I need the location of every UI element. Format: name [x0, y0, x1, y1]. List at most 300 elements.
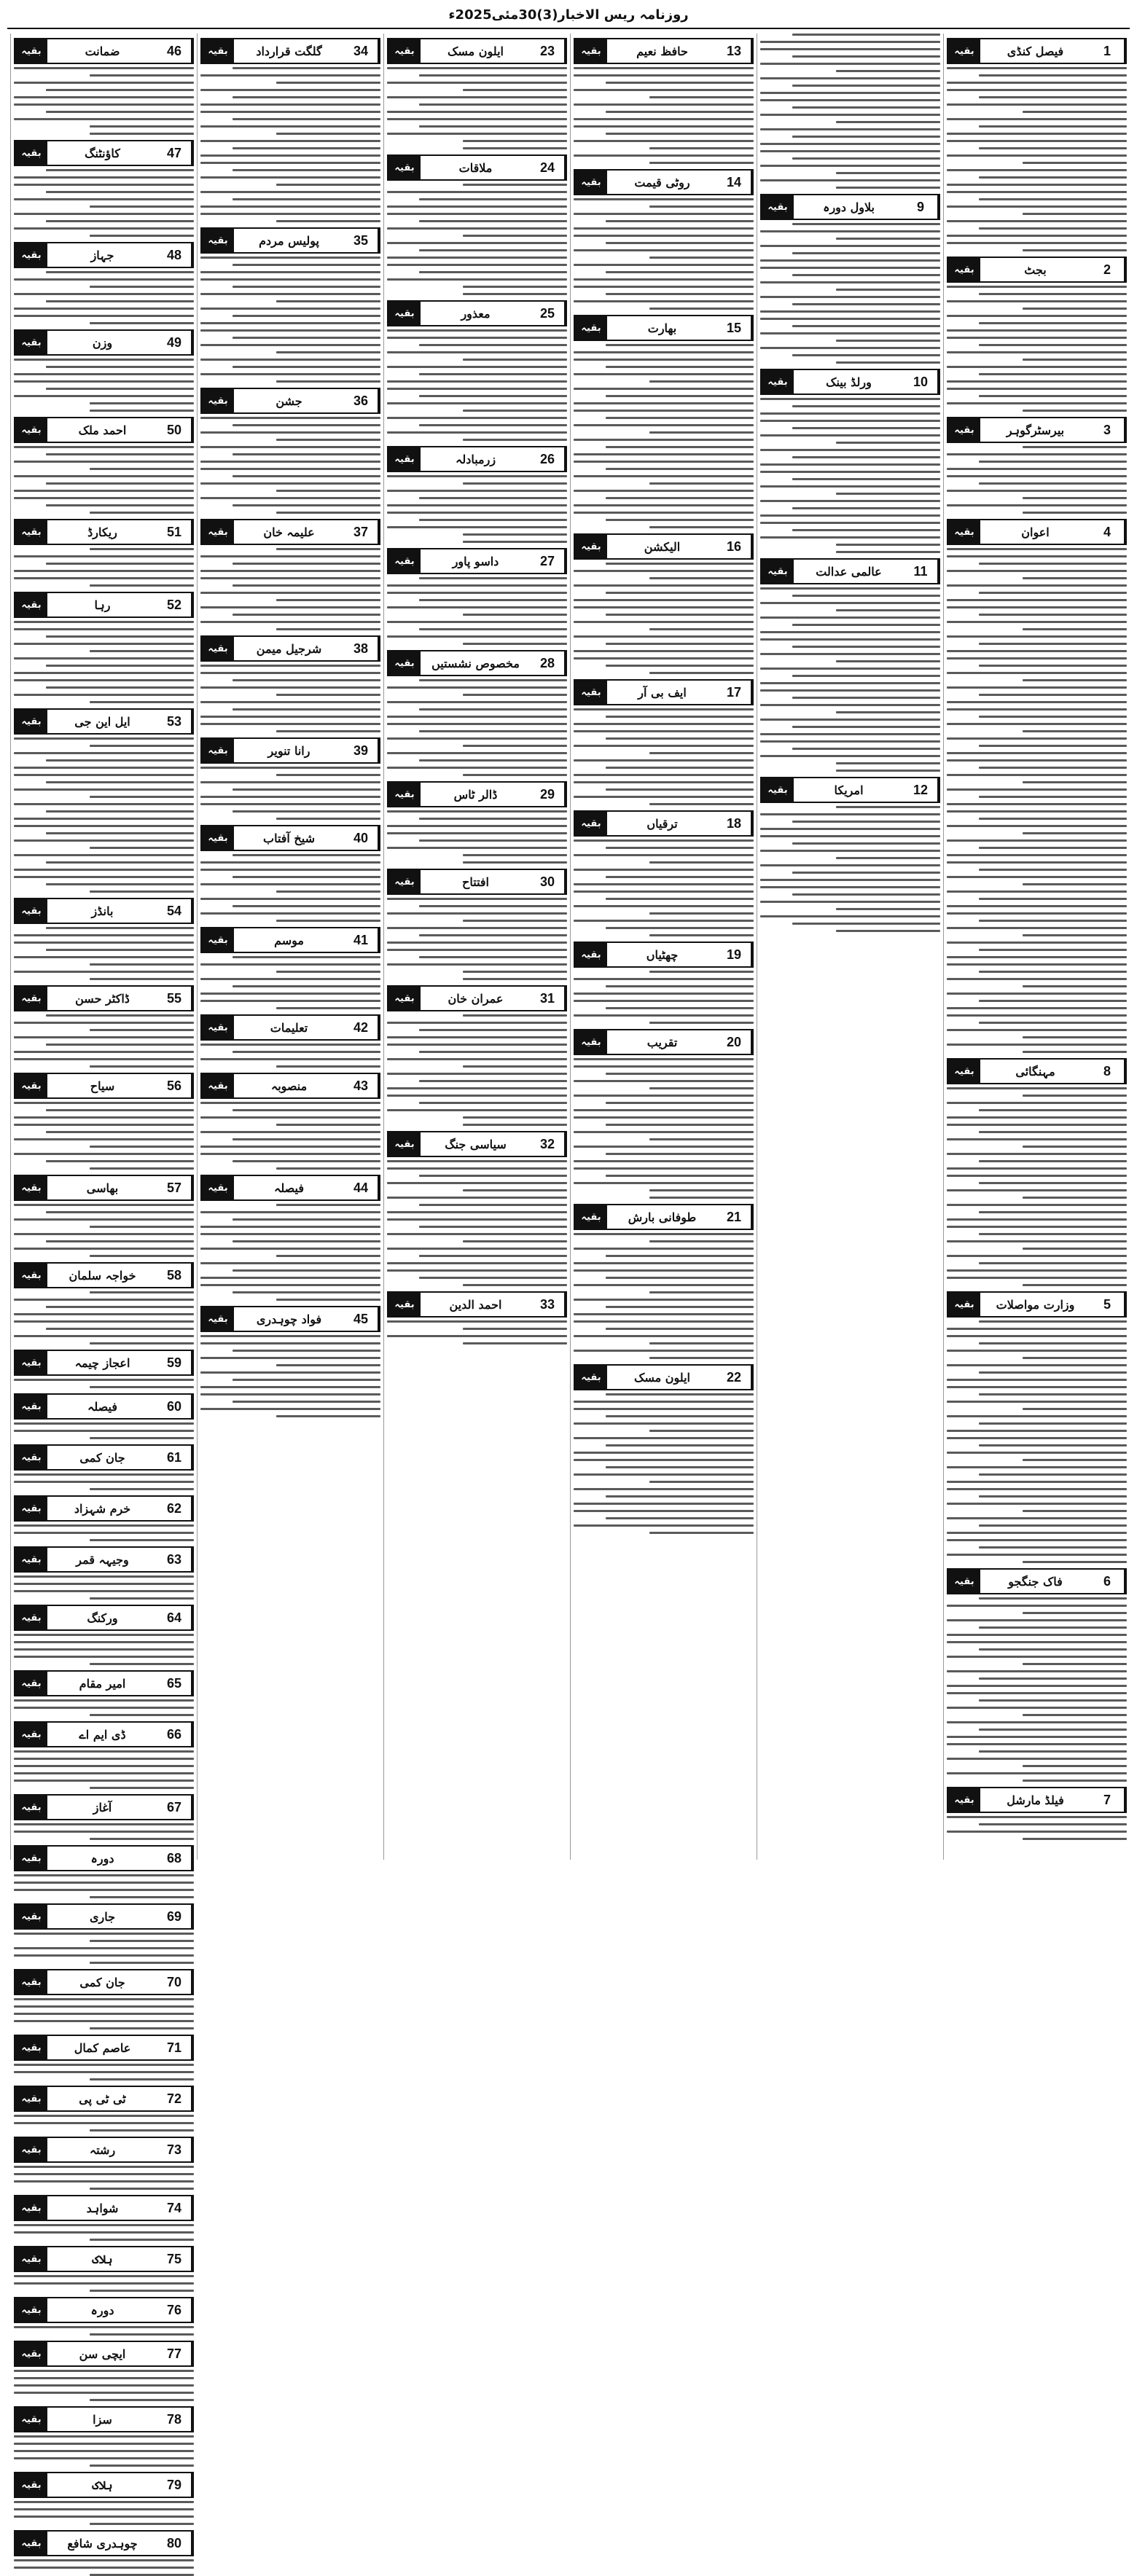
story-title: ہلاک [92, 2252, 113, 2266]
text-line [792, 821, 940, 823]
continuation-heading-box[interactable] [14, 519, 194, 545]
baqiya-label: بقیہ [15, 2138, 47, 2161]
text-line [606, 563, 754, 565]
text-line [760, 412, 940, 415]
text-line [387, 242, 567, 244]
text-line [14, 1320, 194, 1323]
text-line [14, 1634, 194, 1636]
text-line [979, 869, 1127, 871]
text-line [760, 689, 940, 692]
baqiya-label: بقیہ [575, 316, 607, 340]
text-line [233, 1240, 380, 1242]
story-title: بلاول دورہ [823, 200, 875, 214]
continuation-heading-box[interactable] [14, 329, 194, 356]
text-line [14, 2567, 194, 2569]
text-line [606, 1495, 754, 1498]
continuation-heading-box[interactable] [387, 154, 567, 181]
continuation-story [14, 1721, 194, 1789]
text-line [947, 1204, 1127, 1206]
story-title: فواد چوہدری [256, 1312, 322, 1326]
continuation-heading-box[interactable] [14, 1444, 194, 1471]
text-line [947, 1656, 1127, 1658]
text-line [14, 1481, 194, 1483]
text-line [947, 235, 1127, 237]
text-line [760, 638, 940, 641]
baqiya-label: بقیہ [575, 171, 607, 194]
continuation-heading-box[interactable] [574, 1364, 754, 1390]
continuation-story [14, 2035, 194, 2080]
text-line [1023, 512, 1127, 514]
text-line [649, 912, 754, 915]
text-line [463, 1328, 567, 1330]
continuation-heading-box[interactable] [947, 1291, 1127, 1318]
continuation-heading-box[interactable] [14, 1495, 194, 1522]
story-title: آغاز [93, 1800, 112, 1814]
story-title: ضمانت [85, 44, 120, 58]
text-line [14, 1750, 194, 1753]
story-body-text [14, 737, 194, 893]
text-line [419, 344, 567, 346]
continuation-heading-box[interactable] [947, 417, 1127, 443]
text-line [606, 519, 754, 521]
text-line [947, 191, 1127, 193]
story-title: وزن [92, 335, 113, 350]
continuation-story [387, 869, 567, 980]
continuation-heading-box[interactable] [14, 1605, 194, 1631]
story-body-text [574, 1058, 754, 1199]
text-line [14, 103, 194, 106]
continuation-heading-box[interactable] [760, 777, 940, 803]
story-title: مہنگائی [1015, 1064, 1055, 1078]
text-line [14, 461, 194, 463]
text-line [90, 1962, 194, 1964]
story-body-text [14, 1102, 194, 1170]
story-number: 33 [531, 1293, 566, 1316]
text-line [200, 1386, 380, 1388]
text-line [574, 1095, 754, 1097]
text-line [979, 1823, 1127, 1825]
text-line [419, 1102, 567, 1104]
text-line [200, 1131, 380, 1133]
continuation-heading-box[interactable] [574, 169, 754, 195]
text-line [14, 2377, 194, 2379]
text-line [90, 1255, 194, 1257]
text-line [606, 1415, 754, 1417]
text-line [574, 657, 754, 659]
text-line [574, 359, 754, 361]
text-line [387, 1197, 567, 1199]
text-line [463, 978, 567, 980]
continuation-heading-box[interactable] [200, 1073, 380, 1099]
baqiya-label: بقیہ [15, 1970, 47, 1994]
continuation-heading-box[interactable] [14, 1845, 194, 1871]
continuation-heading-box[interactable] [947, 38, 1127, 64]
story-body-text [14, 2559, 194, 2576]
story-number: 62 [157, 1497, 192, 1520]
text-line [947, 1641, 1127, 1643]
text-line [947, 599, 1127, 601]
text-line [14, 1947, 194, 1949]
text-line [419, 577, 567, 579]
text-line [574, 883, 754, 885]
text-line [1023, 577, 1127, 579]
baqiya-label: بقیہ [948, 1788, 980, 1812]
story-number: 39 [344, 739, 379, 762]
text-line [649, 1430, 754, 1432]
continuation-heading-box[interactable] [574, 679, 754, 705]
story-number: 51 [157, 520, 192, 544]
text-line [200, 373, 380, 375]
text-line [200, 861, 380, 864]
text-line [947, 1539, 1127, 1541]
baqiya-label: بقیہ [15, 1796, 47, 1819]
text-line [947, 1481, 1127, 1483]
continuation-story [574, 38, 754, 164]
text-line [947, 315, 1127, 317]
text-line [200, 963, 380, 966]
continuation-heading-box[interactable] [574, 315, 754, 341]
continuation-heading-box[interactable] [574, 1029, 754, 1055]
continuation-heading-box[interactable] [14, 2035, 194, 2061]
continuation-heading-box[interactable] [200, 737, 380, 764]
story-number: 61 [157, 1446, 192, 1469]
text-line [200, 176, 380, 179]
text-line [792, 872, 940, 874]
text-line [233, 810, 380, 813]
baqiya-label: بقیہ [15, 520, 47, 544]
continuation-heading-box[interactable] [14, 1073, 194, 1099]
story-title: ڈاکٹر حسن [75, 991, 130, 1006]
text-line [574, 512, 754, 514]
text-line [14, 2020, 194, 2022]
text-line [1023, 213, 1127, 215]
continuation-heading-box[interactable] [947, 1058, 1127, 1084]
text-line [979, 198, 1127, 200]
continuation-heading-box[interactable] [14, 1350, 194, 1376]
text-line [792, 697, 940, 699]
text-line [649, 431, 754, 434]
text-line [14, 2005, 194, 2008]
continuation-heading-box[interactable] [200, 519, 380, 545]
continuation-heading-box[interactable] [200, 1175, 380, 1201]
story-body-text [200, 1044, 380, 1068]
continuation-heading-box[interactable] [387, 781, 567, 807]
continuation-heading-box[interactable] [387, 446, 567, 472]
text-line [387, 82, 567, 84]
text-line [90, 1539, 194, 1541]
text-line [233, 67, 380, 69]
continuation-heading-box[interactable] [200, 38, 380, 64]
text-line [14, 1889, 194, 1891]
text-line [947, 1328, 1127, 1330]
continuation-heading-box[interactable] [387, 1291, 567, 1318]
text-line [947, 89, 1127, 91]
text-line [233, 147, 380, 149]
text-line [419, 628, 567, 630]
continuation-story [14, 329, 194, 412]
text-line [574, 373, 754, 375]
text-line [574, 1422, 754, 1425]
continuation-heading-box[interactable] [14, 2297, 194, 2323]
text-line [574, 1350, 754, 1352]
text-line [760, 602, 940, 604]
continuation-heading-box[interactable] [14, 2246, 194, 2272]
text-line [387, 1269, 567, 1272]
continuation-heading-box[interactable] [947, 1568, 1127, 1594]
text-line [419, 730, 567, 732]
text-line [574, 424, 754, 426]
text-line [233, 475, 380, 477]
story-title: تقریب [646, 1035, 678, 1049]
text-line [387, 227, 567, 230]
story-body-text [14, 2275, 194, 2292]
continuation-heading-box[interactable] [14, 898, 194, 924]
baqiya-label: بقیہ [15, 2473, 47, 2497]
continuation-heading-box[interactable] [387, 985, 567, 1011]
continuation-heading-box[interactable] [947, 519, 1127, 545]
continuation-heading-box[interactable] [387, 869, 567, 895]
story-title: امریکا [834, 783, 864, 797]
text-line [200, 359, 380, 361]
continuation-heading-box[interactable] [14, 1175, 194, 1201]
continuation-heading-box[interactable] [14, 1721, 194, 1747]
baqiya-label: بقیہ [575, 1205, 607, 1229]
text-line [979, 461, 1127, 463]
text-line [463, 359, 567, 361]
continuation-heading-box[interactable] [14, 2086, 194, 2112]
text-line [836, 340, 940, 342]
baqiya-label: بقیہ [15, 1497, 47, 1520]
continuation-heading-box[interactable] [14, 38, 194, 64]
story-number: 35 [344, 229, 379, 252]
story-body-text [14, 2370, 194, 2401]
continuation-heading-box[interactable] [200, 1306, 380, 1332]
text-line [574, 869, 754, 871]
text-line [419, 424, 567, 426]
text-line [14, 2457, 194, 2459]
text-line [979, 1444, 1127, 1446]
continuation-heading-box[interactable] [14, 1903, 194, 1930]
text-line [606, 366, 754, 368]
text-line [574, 708, 754, 710]
story-title: ہلاک [92, 2478, 113, 2492]
continuation-heading-box[interactable] [760, 369, 940, 395]
text-line [276, 380, 380, 383]
story-body-text [14, 1014, 194, 1068]
text-line [387, 963, 567, 966]
text-line [14, 577, 194, 579]
continuation-heading-box[interactable] [14, 2137, 194, 2163]
text-line [574, 1401, 754, 1403]
text-line [387, 737, 567, 740]
story-number: 67 [157, 1796, 192, 1819]
text-line [1023, 832, 1127, 834]
continuation-heading-box[interactable] [200, 927, 380, 953]
text-line [649, 147, 754, 149]
continuation-heading-box[interactable] [14, 1546, 194, 1573]
continuation-heading-box[interactable] [14, 1393, 194, 1420]
text-line [419, 125, 567, 128]
story-body-text [947, 1597, 1127, 1782]
continuation-story [200, 388, 380, 514]
story-number: 13 [717, 39, 752, 63]
text-line [463, 854, 567, 856]
text-line [387, 898, 567, 900]
continuation-heading-box[interactable] [760, 558, 940, 584]
story-title: شیخ آفتاب [263, 831, 315, 845]
text-line [200, 1277, 380, 1279]
text-line [979, 1597, 1127, 1600]
text-line [1023, 985, 1127, 987]
text-line [649, 1481, 754, 1483]
continuation-heading-box[interactable] [14, 1670, 194, 1696]
continuation-story [14, 592, 194, 703]
continuation-heading-box[interactable] [200, 388, 380, 414]
story-body-text [947, 1320, 1127, 1563]
continuation-heading-box[interactable] [14, 1794, 194, 1820]
continuation-heading-box[interactable] [387, 300, 567, 326]
text-line [233, 1218, 380, 1221]
baqiya-label: بقیہ [15, 1672, 47, 1695]
continuation-heading-box[interactable] [760, 194, 940, 220]
baqiya-label: بقیہ [388, 549, 421, 573]
text-line [1023, 1051, 1127, 1053]
text-line [1023, 497, 1127, 499]
text-line [200, 767, 380, 769]
continuation-heading-box[interactable] [574, 533, 754, 560]
baqiya-label: بقیہ [202, 826, 234, 850]
text-line [760, 587, 940, 590]
continuation-heading-box[interactable] [14, 985, 194, 1011]
continuation-heading-box[interactable] [14, 417, 194, 443]
continuation-heading-box[interactable] [200, 227, 380, 254]
baqiya-label: بقیہ [388, 783, 421, 806]
text-line [387, 635, 567, 638]
baqiya-label: بقیہ [15, 1723, 47, 1746]
text-line [233, 614, 380, 616]
text-line [649, 752, 754, 754]
text-line [233, 1291, 380, 1293]
text-line [14, 1954, 194, 1957]
text-line [46, 1044, 194, 1046]
continuation-heading-box[interactable] [14, 2195, 194, 2221]
text-line [574, 1313, 754, 1315]
text-line [947, 956, 1127, 958]
text-line [387, 1167, 567, 1170]
baqiya-label: بقیہ [15, 2408, 47, 2431]
text-line [760, 99, 940, 101]
text-line [792, 325, 940, 327]
continuation-heading-box[interactable] [200, 825, 380, 851]
text-line [200, 1000, 380, 1002]
text-line [947, 1167, 1127, 1170]
text-line [947, 1240, 1127, 1242]
text-line [760, 259, 940, 262]
text-line [419, 1051, 567, 1053]
text-line [90, 1896, 194, 1898]
continuation-heading-box[interactable] [14, 592, 194, 618]
continuation-heading-box[interactable] [14, 2530, 194, 2556]
text-line [276, 439, 380, 441]
story-number: 36 [344, 389, 379, 412]
continuation-heading-box[interactable] [14, 1969, 194, 1995]
text-line [979, 482, 1127, 485]
continuation-heading-box[interactable] [14, 2341, 194, 2367]
text-line [574, 475, 754, 477]
story-body-text [14, 2501, 194, 2525]
text-line [947, 1138, 1127, 1140]
continuation-heading-box[interactable] [947, 257, 1127, 283]
story-body-text [200, 767, 380, 820]
text-line [200, 869, 380, 871]
continuation-heading-box[interactable] [14, 2406, 194, 2432]
continuation-heading-box[interactable] [574, 1204, 754, 1230]
text-line [200, 1335, 380, 1337]
text-line [276, 1167, 380, 1170]
text-line [463, 774, 567, 776]
text-line [14, 293, 194, 295]
story-number: 31 [531, 987, 566, 1010]
text-line [463, 1284, 567, 1286]
continuation-heading-box[interactable] [200, 1014, 380, 1041]
continuation-heading-box[interactable] [574, 38, 754, 64]
text-line [760, 420, 940, 422]
story-title: جہاز [90, 248, 114, 262]
text-line [276, 971, 380, 973]
continuation-heading-box[interactable] [947, 1787, 1127, 1813]
continuation-story [14, 242, 194, 324]
continuation-heading-box[interactable] [200, 635, 380, 662]
text-line [979, 818, 1127, 820]
continuation-heading-box[interactable] [574, 941, 754, 968]
text-line [947, 1758, 1127, 1760]
continuation-heading-box[interactable] [387, 650, 567, 676]
text-line [947, 912, 1127, 915]
text-line [463, 1116, 567, 1119]
story-title: ورکنگ [87, 1610, 118, 1625]
continuation-heading-box[interactable] [387, 1131, 567, 1157]
continuation-heading-box[interactable] [574, 810, 754, 837]
continuation-heading-box[interactable] [14, 140, 194, 166]
text-line [90, 235, 194, 237]
continuation-heading-box[interactable] [387, 38, 567, 64]
baqiya-label: بقیہ [948, 418, 980, 442]
continuation-story [14, 1262, 194, 1344]
continuation-heading-box[interactable] [14, 2472, 194, 2498]
story-body-text [14, 1473, 194, 1490]
continuation-story [14, 1670, 194, 1716]
story-body-text [574, 563, 754, 674]
text-line [387, 701, 567, 703]
text-line [14, 971, 194, 973]
text-line [760, 522, 940, 524]
continuation-heading-box[interactable] [14, 1262, 194, 1288]
continuation-story [14, 2246, 194, 2292]
text-line [574, 1233, 754, 1235]
continuation-heading-box[interactable] [387, 548, 567, 574]
text-line [947, 1102, 1127, 1104]
continuation-heading-box[interactable] [14, 708, 194, 735]
text-line [947, 388, 1127, 390]
text-line [233, 424, 380, 426]
text-line [792, 646, 940, 648]
text-line [836, 762, 940, 764]
continuation-heading-box[interactable] [14, 242, 194, 268]
text-line [200, 1211, 380, 1213]
story-body-text [387, 898, 567, 980]
story-title: بھاسی [86, 1181, 119, 1195]
text-line [14, 315, 194, 317]
